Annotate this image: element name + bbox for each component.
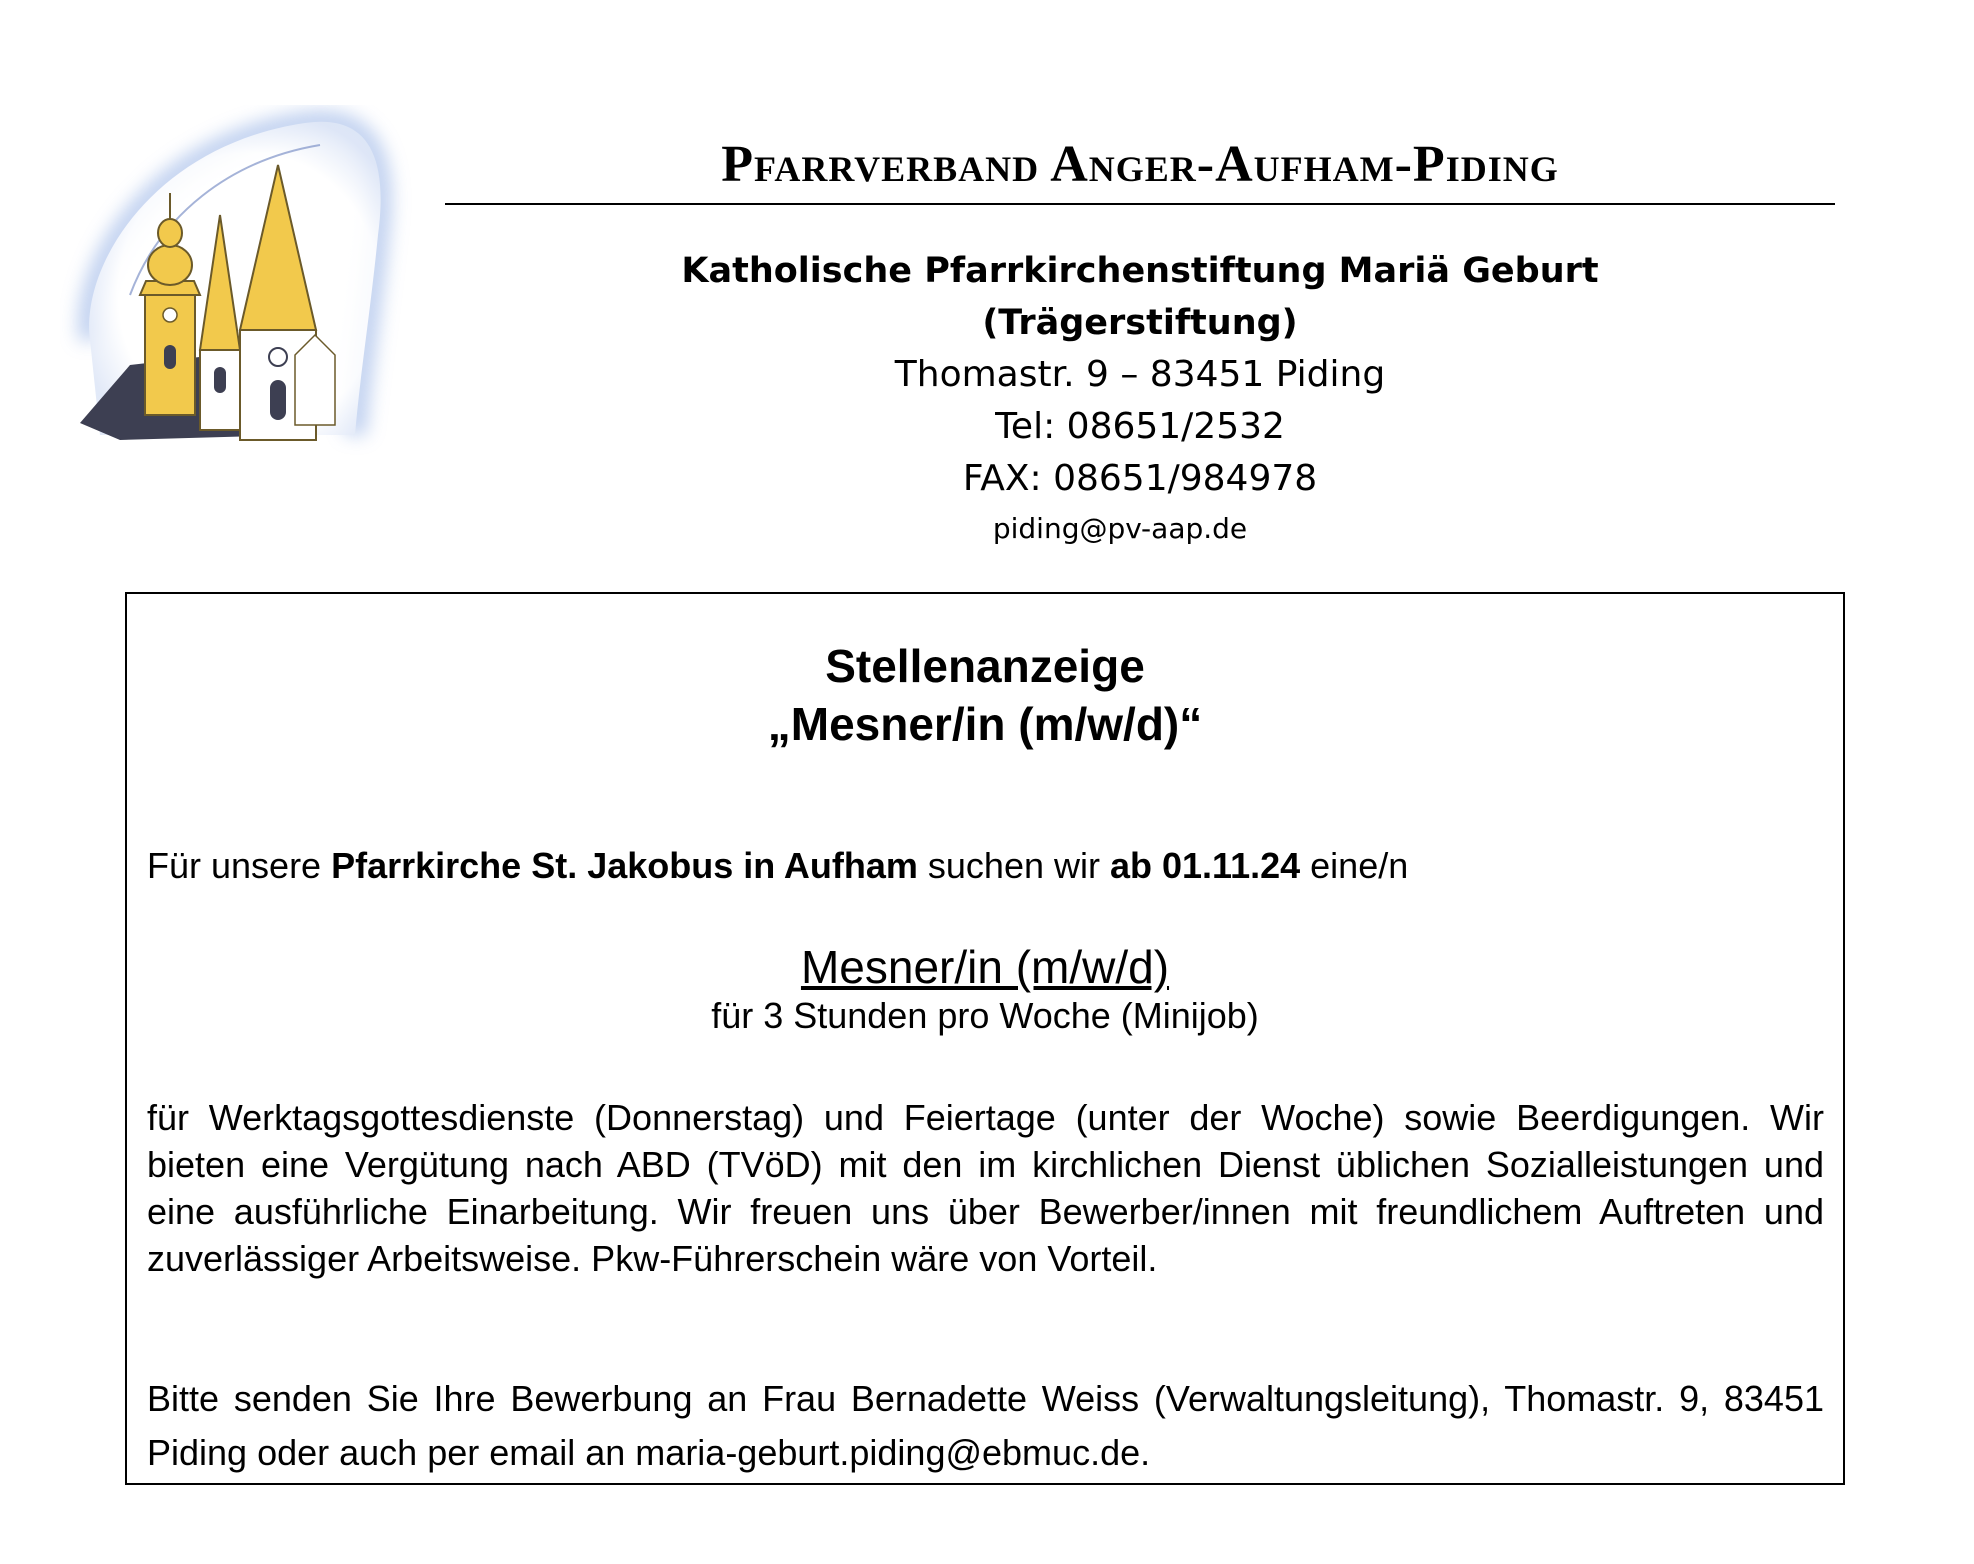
position-subtitle: für 3 Stunden pro Woche (Minijob) [711,995,1259,1036]
email-link[interactable]: piding@pv-aap.de [992,512,1248,545]
fax: FAX: 08651/984978 [962,458,1318,499]
job-description: für Werktagsgottesdienste (Donnerstag) und Feiertage (unter der Woche) sowie Beerdigungen. Wir bieten eine Vergütung nach ABD (TVöD) mit den im kirchlichen Dienst üblichen Sozialleistungen und eine ausführliche Einarbeitung. Wir freuen uns über Bewerber/innen mit freundlichem Auftreten und zuverlässiger Arbeitsweise. Pkw-Führerschein wäre von Vorteil. [147,1097,1824,1279]
position-block [127,939,1843,1037]
intro-text-1: Für unsere [147,845,332,886]
org-title: Pfarrverband Anger-Aufham-Piding [721,136,1559,193]
intro-text-3: eine/n [1300,845,1409,886]
intro-sentence [147,844,1408,888]
foundation-role: (Trägerstiftung) [982,303,1298,343]
intro-text-2: suchen wir [917,845,1110,886]
phone: Tel: 08651/2532 [995,406,1285,447]
header-divider [445,203,1835,205]
start-date: ab 01.11.24 [1109,845,1301,886]
address: Thomastr. 9 – 83451 Piding [894,354,1386,395]
ad-heading-title: „Mesner/in (m/w/d)“ [767,698,1203,750]
church-towers-icon [60,105,440,465]
ad-heading-label: Stellenanzeige [825,640,1145,692]
ad-heading [127,637,1843,753]
job-ad-box [125,592,1845,1485]
church-name: Pfarrkirche St. Jakobus in Aufham [331,845,918,886]
contact-block [445,245,1835,553]
foundation-name: Katholische Pfarrkirchenstiftung Mariä Geburt [681,251,1599,291]
application-info: Bitte senden Sie Ihre Bewerbung an Frau Bernadette Weiss (Verwaltungsleitung), Thomastr. 9, 83451 Piding oder auch per email an maria-geburt.piding@ebmuc.de. [147,1378,1824,1473]
position-title: Mesner/in (m/w/d) [800,941,1170,993]
